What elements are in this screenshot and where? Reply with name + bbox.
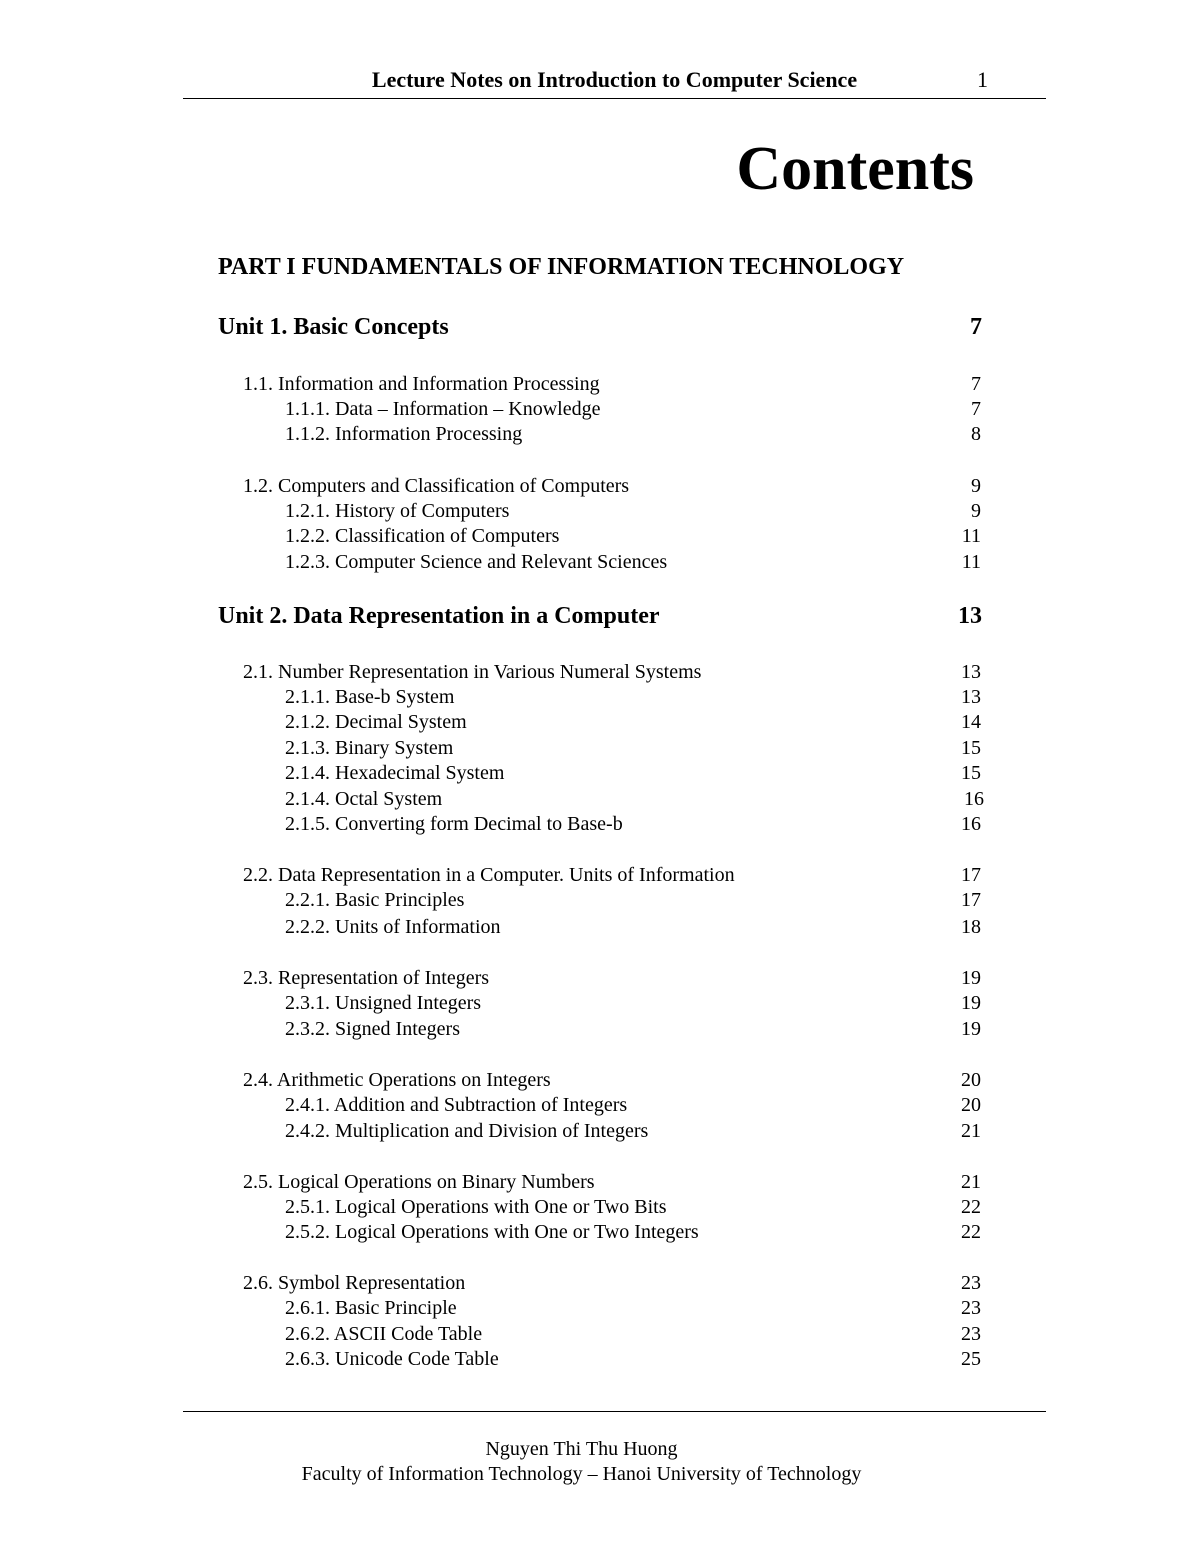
toc-entry-page: 22	[961, 1196, 981, 1218]
part-heading: PART I FUNDAMENTALS OF INFORMATION TECHNOLOGY	[218, 254, 905, 280]
toc-entry-label: 2.1.5. Converting form Decimal to Base-b	[285, 813, 623, 835]
toc-subsection-2-6-3[interactable]	[0, 1346, 1200, 1372]
toc-section-2-5[interactable]	[0, 1169, 1200, 1195]
toc-unit-1[interactable]	[0, 314, 1200, 340]
toc-entry-page: 13	[961, 686, 981, 708]
toc-subsection-2-1-1[interactable]	[0, 684, 1200, 710]
toc-entry-label: 2.2.1. Basic Principles	[285, 889, 465, 911]
toc-entry-page: 15	[961, 737, 981, 759]
toc-entry-label: 1.2. Computers and Classification of Computers	[243, 475, 630, 497]
toc-entry-label: 1.1. Information and Information Processing	[243, 373, 600, 395]
running-header-title: Lecture Notes on Introduction to Computer Science	[371, 67, 858, 92]
toc-entry-page: 23	[961, 1297, 981, 1319]
toc-entry-label: 1.1.1. Data – Information – Knowledge	[285, 398, 601, 420]
toc-entry-label: 2.6.2. ASCII Code Table	[285, 1323, 483, 1345]
toc-subsection-1-2-1[interactable]	[0, 498, 1200, 524]
toc-entry-page: 17	[961, 889, 981, 911]
toc-entry-label: 2.5.2. Logical Operations with One or Two Integers	[285, 1221, 699, 1243]
toc-subsection-2-1-5[interactable]	[0, 811, 1200, 837]
toc-entry-label: 2.2.2. Units of Information	[285, 916, 501, 938]
toc-entry-label: 2.3.2. Signed Integers	[285, 1018, 460, 1040]
toc-entry-label: 1.2.2. Classification of Computers	[285, 525, 560, 547]
toc-section-2-3[interactable]	[0, 965, 1200, 991]
toc-entry-label: 1.2.3. Computer Science and Relevant Sciences	[285, 551, 668, 573]
toc-entry-page: 7	[971, 398, 981, 420]
toc-entry-label: 2.1.3. Binary System	[285, 737, 454, 759]
toc-subsection-2-1-3[interactable]	[0, 735, 1200, 761]
toc-entry-page: 9	[971, 475, 981, 497]
toc-entry-label: 2.1. Number Representation in Various Numeral Systems	[243, 661, 702, 683]
toc-subsection-2-1-4-hex[interactable]	[0, 760, 1200, 786]
toc-section-2-1[interactable]	[0, 659, 1200, 685]
toc-entry-label: 2.6.3. Unicode Code Table	[285, 1348, 499, 1370]
toc-entry-label: 2.4.2. Multiplication and Division of Integers	[285, 1120, 649, 1142]
toc-subsection-2-6-1[interactable]	[0, 1295, 1200, 1321]
toc-entry-label: 2.1.1. Base-b System	[285, 686, 455, 708]
toc-subsection-2-1-2[interactable]	[0, 709, 1200, 735]
contents-title: Contents	[736, 135, 974, 203]
toc-subsection-1-2-3[interactable]	[0, 549, 1200, 575]
toc-entry-page: 16	[964, 788, 984, 810]
toc-entry-page: 19	[961, 967, 981, 989]
toc-entry-page: 20	[961, 1094, 981, 1116]
toc-entry-page: 20	[961, 1069, 981, 1091]
toc-entry-page: 17	[961, 864, 981, 886]
toc-subsection-2-4-1[interactable]	[0, 1092, 1200, 1118]
toc-entry-label: 2.3.1. Unsigned Integers	[285, 992, 482, 1014]
toc-entry-page: 8	[971, 423, 981, 445]
toc-section-2-4[interactable]	[0, 1067, 1200, 1093]
toc-entry-page: 23	[961, 1272, 981, 1294]
toc-entry-label: Unit 1. Basic Concepts	[218, 314, 449, 340]
toc-entry-label: 2.6. Symbol Representation	[243, 1272, 466, 1294]
toc-subsection-1-2-2[interactable]	[0, 523, 1200, 549]
toc-subsection-2-1-4-octal[interactable]	[0, 786, 1200, 812]
toc-section-2-6[interactable]	[0, 1270, 1200, 1296]
toc-subsection-2-5-2[interactable]	[0, 1219, 1200, 1245]
toc-entry-page: 9	[971, 500, 981, 522]
toc-entry-label: Unit 2. Data Representation in a Computer	[218, 603, 660, 629]
toc-subsection-2-5-1[interactable]	[0, 1194, 1200, 1220]
footer-author: Nguyen Thi Thu Huong	[485, 1438, 678, 1460]
toc-entry-page: 23	[961, 1323, 981, 1345]
toc-entry-label: 2.5.1. Logical Operations with One or Two Bits	[285, 1196, 667, 1218]
toc-entry-page: 21	[961, 1120, 981, 1142]
toc-entry-page: 16	[961, 813, 981, 835]
toc-entry-page: 18	[961, 916, 981, 938]
toc-entry-label: 2.1.4. Hexadecimal System	[285, 762, 505, 784]
toc-entry-page: 15	[961, 762, 981, 784]
toc-entry-label: 2.1.4. Octal System	[285, 788, 443, 810]
toc-section-2-2[interactable]	[0, 862, 1200, 888]
toc-entry-page: 13	[961, 661, 981, 683]
toc-entry-label: 1.1.2. Information Processing	[285, 423, 523, 445]
toc-entry-page: 22	[961, 1221, 981, 1243]
toc-entry-page: 21	[961, 1171, 981, 1193]
toc-entry-page: 11	[961, 525, 981, 547]
toc-entry-page: 7	[971, 373, 981, 395]
toc-section-1-1[interactable]	[0, 371, 1200, 397]
toc-entry-label: 2.2. Data Representation in a Computer. Units of Information	[243, 864, 735, 886]
toc-unit-2[interactable]	[0, 603, 1200, 629]
toc-subsection-1-1-2[interactable]	[0, 421, 1200, 447]
toc-subsection-2-3-1[interactable]	[0, 990, 1200, 1016]
toc-subsection-2-4-2[interactable]	[0, 1118, 1200, 1144]
toc-section-1-2[interactable]	[0, 473, 1200, 499]
toc-entry-page: 19	[961, 992, 981, 1014]
toc-entry-page: 13	[958, 603, 982, 629]
footer-affiliation: Faculty of Information Technology – Hanoi University of Technology	[301, 1463, 862, 1485]
toc-entry-page: 11	[961, 551, 981, 573]
toc-entry-page: 7	[970, 314, 982, 340]
toc-entry-page: 25	[961, 1348, 981, 1370]
toc-entry-label: 2.3. Representation of Integers	[243, 967, 490, 989]
toc-subsection-1-1-1[interactable]	[0, 396, 1200, 422]
page-number: 1	[977, 67, 988, 92]
toc-subsection-2-2-2[interactable]	[0, 914, 1200, 940]
toc-subsection-2-2-1[interactable]	[0, 887, 1200, 913]
toc-entry-page: 19	[961, 1018, 981, 1040]
toc-subsection-2-3-2[interactable]	[0, 1016, 1200, 1042]
toc-entry-label: 2.4. Arithmetic Operations on Integers	[243, 1069, 551, 1091]
toc-entry-label: 1.2.1. History of Computers	[285, 500, 510, 522]
toc-entry-label: 2.4.1. Addition and Subtraction of Integers	[285, 1094, 628, 1116]
toc-subsection-2-6-2[interactable]	[0, 1321, 1200, 1347]
header-divider	[183, 98, 1046, 99]
toc-entry-label: 2.6.1. Basic Principle	[285, 1297, 457, 1319]
toc-entry-label: 2.5. Logical Operations on Binary Numbers	[243, 1171, 595, 1193]
toc-entry-page: 14	[961, 711, 981, 733]
toc-entry-label: 2.1.2. Decimal System	[285, 711, 467, 733]
footer-divider	[183, 1411, 1046, 1412]
